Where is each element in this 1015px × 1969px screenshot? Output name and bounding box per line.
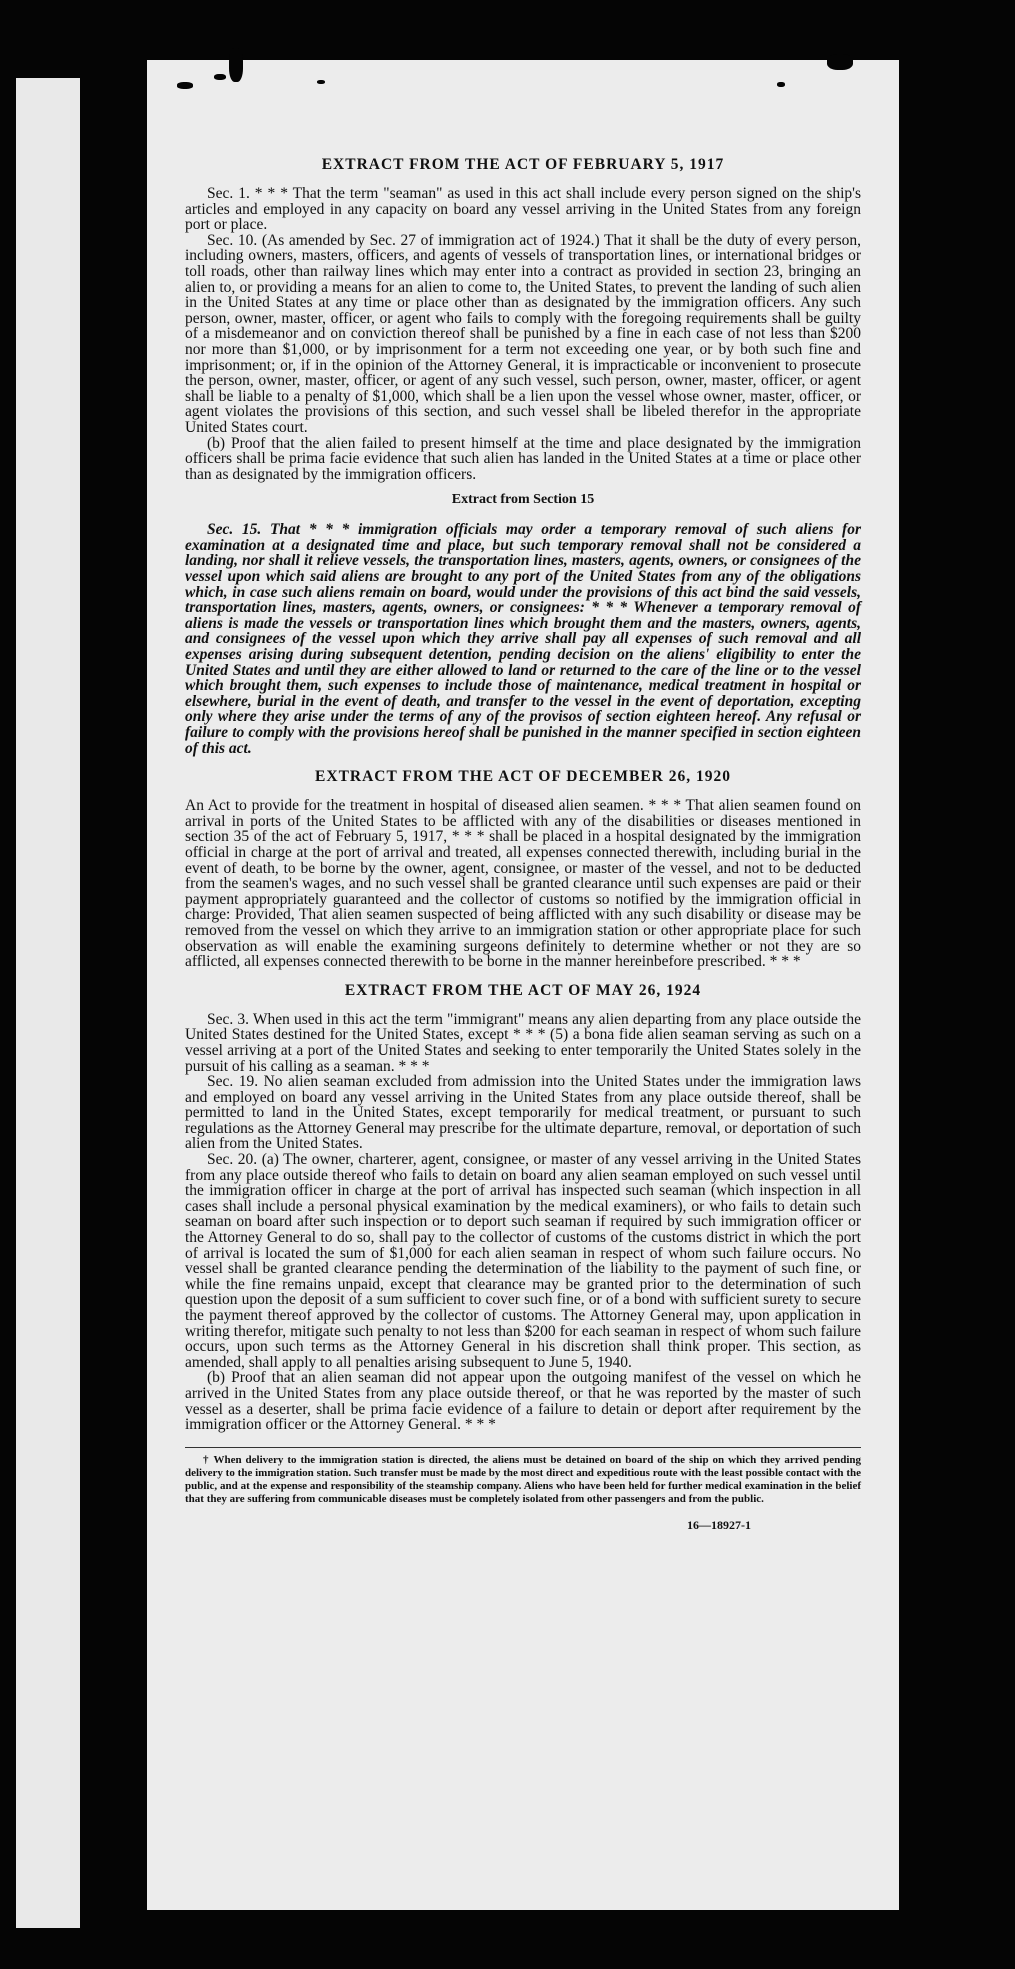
form-code: 16—18927-1 [687, 1517, 751, 1532]
adjacent-page-strip [16, 78, 80, 1928]
footnote-rule [185, 1447, 861, 1448]
scan-speck [214, 74, 226, 80]
document-page [147, 60, 899, 1910]
sec20a-paragraph: Sec. 20. (a) The owner, charterer, agent, consignee, or master of any vessel arriving in the United States from any place outside thereof who fails to detain on board any alien seaman employed on such vessel until the immigration officer in charge at the port of arrival has inspected such seaman (which inspection in all cases shall include a personal physical examination by the medical examiners), or who fails to detain such seaman on board after such inspection or to deport such seaman if required by such immigration officer or the Attorney General to do so, shall pay to the collector of customs of the customs district in which the port of arrival is located the sum of $1,000 for each alien seaman in respect of whom such failure occurs. No vessel shall be granted clearance pending the determination of the liability to the payment of such fine, or while the fine remains unpaid, except that clearance may be granted prior to the determination of such question upon the deposit of a sum sufficient to cover such fine, or of a bond with sufficient surety to secure the payment thereof approved by the collector of customs. The Attorney General may, upon application in writing therefor, mitigate such penalty to not less than $200 for each seaman in respect of whom such failure occurs, upon such terms as the Attorney General in his discretion shall think proper. This section, as amended, shall apply to all penalties arising subsequent to June 5, 1940. [185, 1151, 861, 1371]
heading-1920: EXTRACT FROM THE ACT OF DECEMBER 26, 1920 [315, 768, 731, 786]
heading-1917: EXTRACT FROM THE ACT OF FEBRUARY 5, 1917 [321, 156, 725, 173]
scan-speck [317, 80, 325, 84]
sec10-paragraph: Sec. 10. (As amended by Sec. 27 of immigration act of 1924.) That it shall be the duty of every person, including owners, masters, officers, and agents of vessels of transportation lines, or international bridges or toll roads, other than railway lines which may enter into a contract as provided in section 23, bringing an alien to, or providing a means for an alien to come to, the United States, to prevent the landing of such alien in the United States at any time or place other than as designated by the immigration officers. Any such person, owner, master, officer, or agent who fails to comply with the foregoing requirements shall be guilty of a misdemeanor and on conviction thereof shall be punished by a fine in each case of not less than $200 nor more than $1,000, or by imprisonment for a term not exceeding one year, or by both such fine and imprisonment; or, if in the opinion of the Attorney General, it is impracticable or inconvenient to prosecute the person, owner, master, officer, or agent of any such vessel, such person, owner, master, officer, or agent shall be liable to a penalty of $1,000, which shall be a lien upon the vessel whose owner, master, officer, or agent violates the provisions of this section, and such vessel shall be libeled therefor in the appropriate United States court. [185, 231, 861, 436]
sec1-paragraph: Sec. 1. * * * That the term "seaman" as used in this act shall include every person signed on the ship's articles and employed in any capacity on board any vessel arriving in the United States from any foreign port or place. [185, 185, 861, 234]
sec10b-paragraph: (b) Proof that the alien failed to present himself at the time and place designated by the immigration officers shall be prima facie evidence that such alien has landed in the United States at a time or place other than as designated by the immigration officers. [185, 434, 861, 483]
footnote: † When delivery to the immigration station is directed, the aliens must be detained on board of the ship on which they arrived pending delivery to the immigration station. Such transfer must be made by the most direct and expeditious route with the least possible contact with the public, and at the expense and responsibility of the steamship company. Aliens who have been held for further medical examination in the belief that they are suffering from communicable diseases must be completely isolated from other passengers and from the public. [185, 1453, 861, 1505]
scan-speck [177, 82, 193, 89]
sec15-paragraph: Sec. 15. That * * * immigration officials may order a temporary removal of such aliens for examination at a designated time and place, but such temporary removal shall not be considered a landing, nor shall it relieve vessels, the transportation lines, masters, agents, owners, or consignees of the vessel upon which said aliens are brought to any port of the United States from any of the obligations which, in case such aliens remain on board, would under the provisions of this act bind the said vessels, transportation lines, masters, agents, owners, or consignees: * * * Whenever a temporary removal of aliens is made the vessels or transportation lines which brought them and the masters, owners, agents, and consignees of the vessel upon which they arrive shall pay all expenses of such removal and all expenses arising during subsequent detention, pending decision on the aliens' eligibility to enter the United States and until they are either allowed to land or returned to the care of the line or to the vessel which brought them, such expenses to include those of maintenance, medical treatment in hospital or elsewhere, burial in the event of death, and transfer to the vessel in the event of deportation, excepting only where they arise under the terms of any of the provisos of section eighteen hereof. Any refusal or failure to comply with the provisions hereof shall be punished in the manner specified in section eighteen of this act. [185, 521, 861, 757]
heading-section-15: Extract from Section 15 [451, 492, 595, 508]
sec20b-paragraph: (b) Proof that an alien seaman did not appear upon the outgoing manifest of the vessel on which he arrived in the United States from any place outside thereof, or that he was reported by the master of such vessel as a deserter, shall be prima facie evidence of a failure to detain or deport after requirement by the immigration officer or the Attorney General. * * * [185, 1369, 861, 1434]
act-1920-paragraph: An Act to provide for the treatment in hospital of diseased alien seamen. * * * That alien seamen found on arrival in ports of the United States to be afflicted with any of the disabilities or diseases mentioned in section 35 of the act of February 5, 1917, * * * shall be placed in a hospital designated by the immigration official in charge at the port of arrival and treated, all expenses connected therewith, including burial in the event of death, to be borne by the owner, agent, consignee, or master of the vessel, and not to be deducted from the seamen's wages, and no such vessel shall be granted clearance until such expenses are paid or their payment appropriately guaranteed and the collector of customs so notified by the immigration official in charge: Provided, That alien seamen suspected of being afflicted with any such disability or disease may be removed from the vessel on which they arrive to an immigration station or other appropriate place for such observation as will enable the examining surgeons definitely to determine whether or not they are so afflicted, all expenses connected therewith to be borne in the manner hereinbefore prescribed. * * * [185, 797, 861, 971]
scan-speck [827, 54, 853, 70]
scan-speck [229, 48, 243, 82]
sec3-paragraph: Sec. 3. When used in this act the term "immigrant" means any alien departing from any place outside the United States destined for the United States, except * * * (5) a bona fide alien seaman serving as such on a vessel arriving at a port of the United States and seeking to enter temporarily the United States solely in the pursuit of his calling as a seaman. * * * [185, 1010, 861, 1075]
scan-speck [777, 82, 785, 87]
sec19-paragraph: Sec. 19. No alien seaman excluded from admission into the United States under the immigration laws and employed on board any vessel arriving in the United States from any place outside thereof, shall be permitted to land in the United States, except temporarily for medical treatment, or pursuant to such regulations as the Attorney General may prescribe for the ultimate departure, removal, or deportation of such alien from the United States. [185, 1073, 861, 1153]
heading-1924: EXTRACT FROM THE ACT OF MAY 26, 1924 [344, 981, 702, 999]
